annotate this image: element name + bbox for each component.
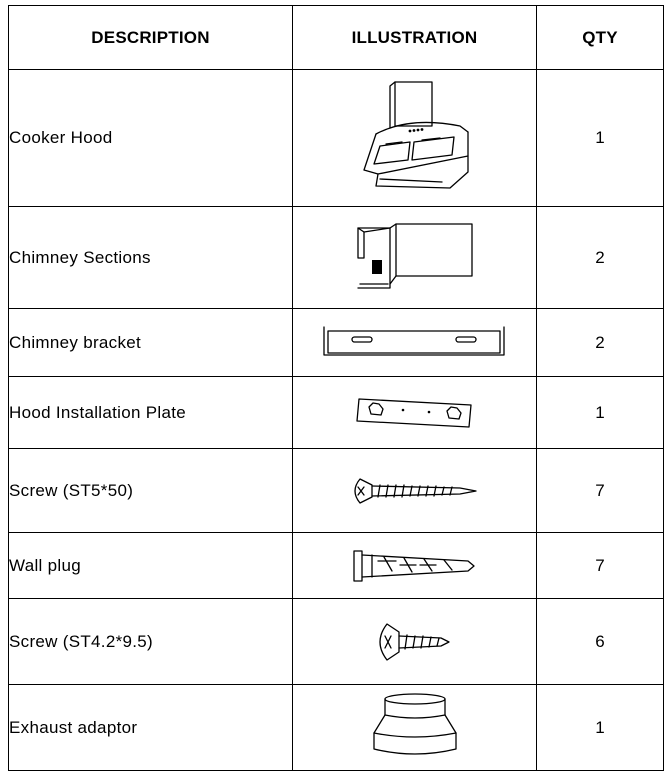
table-row (9, 533, 664, 599)
illustration-cell (293, 70, 537, 207)
table-row (9, 377, 664, 449)
long-screw-icon (350, 469, 480, 513)
qty-header: QTY (537, 6, 664, 70)
illustration-cell (293, 449, 537, 533)
qty-cell: 6 (537, 599, 664, 685)
installation-plate-icon (355, 395, 475, 431)
short-screw-icon (375, 618, 455, 666)
table-header-row (9, 6, 664, 70)
description-cell: Chimney Sections (9, 207, 293, 309)
qty-cell: 2 (537, 207, 664, 309)
table-row (9, 685, 664, 771)
qty-cell: 1 (537, 70, 664, 207)
chimney-bracket-icon (320, 323, 510, 363)
illustration-cell (293, 309, 537, 377)
illustration-header: ILLUSTRATION (293, 6, 537, 70)
parts-table (8, 5, 664, 771)
table-row (9, 70, 664, 207)
illustration-cell (293, 685, 537, 771)
description-header: DESCRIPTION (9, 6, 293, 70)
qty-cell: 1 (537, 685, 664, 771)
illustration-cell (293, 533, 537, 599)
table-row (9, 449, 664, 533)
qty-cell: 7 (537, 449, 664, 533)
qty-cell: 1 (537, 377, 664, 449)
table-row (9, 309, 664, 377)
chimney-sections-icon (350, 218, 480, 298)
wall-plug-icon (350, 541, 480, 591)
exhaust-adaptor-icon (360, 689, 470, 767)
description-cell: Wall plug (9, 533, 293, 599)
description-cell: Screw (ST4.2*9.5) (9, 599, 293, 685)
table-row (9, 207, 664, 309)
description-cell: Cooker Hood (9, 70, 293, 207)
qty-cell: 7 (537, 533, 664, 599)
description-cell: Chimney bracket (9, 309, 293, 377)
description-cell: Hood Installation Plate (9, 377, 293, 449)
illustration-cell (293, 377, 537, 449)
table-row (9, 599, 664, 685)
description-cell: Exhaust adaptor (9, 685, 293, 771)
illustration-cell (293, 599, 537, 685)
description-cell: Screw (ST5*50) (9, 449, 293, 533)
qty-cell: 2 (537, 309, 664, 377)
illustration-cell (293, 207, 537, 309)
cooker-hood-icon (350, 76, 480, 201)
